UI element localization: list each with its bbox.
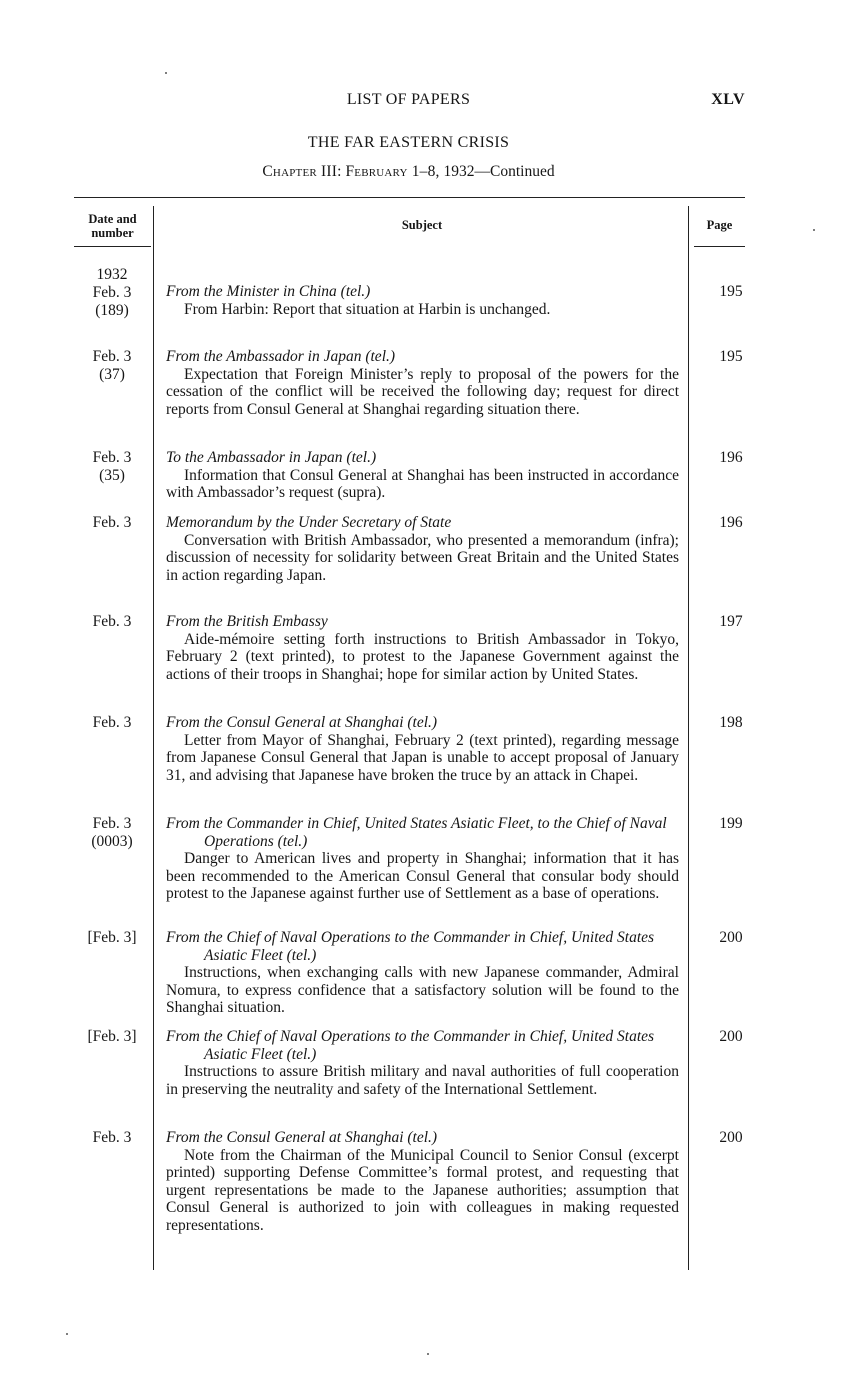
- entry-page: 199: [719, 815, 743, 832]
- entry-heading: From the British Embassy: [166, 613, 328, 630]
- entry-body: Danger to American lives and property in Shanghai; information that it has been recommended to the American Consul General that consular body should protest to the Japanese against further use of Settlement as a base of operations.: [166, 850, 679, 903]
- entry-subject: [166, 613, 679, 683]
- running-head: [0, 91, 857, 111]
- column-header-date: Date and number: [88, 212, 137, 240]
- date-line: (0003): [91, 833, 133, 850]
- column-divider-left: [153, 206, 154, 1270]
- chapter-prefix: Chapter III:: [262, 163, 342, 180]
- scan-speck: [66, 1333, 68, 1335]
- entry-body: Conversation with British Ambassador, who presented a memorandum (infra); discussion of necessity for solidarity between Great Britain and the United States in action regarding Japan.: [166, 531, 679, 584]
- entry-page: 197: [719, 613, 743, 630]
- entry-page: 200: [719, 929, 743, 946]
- date-line: Feb. 3: [92, 613, 132, 630]
- entry-heading: From the Minister in China (tel.): [166, 283, 371, 300]
- entry-heading: From the Consul General at Shanghai (tel.): [166, 714, 438, 731]
- page-number-roman: XLV: [711, 91, 745, 108]
- entry-date: [72, 929, 152, 947]
- entry-subject: [166, 514, 679, 584]
- entry-page: 198: [719, 714, 743, 731]
- entry-heading: Memorandum by the Under Secretary of State: [166, 514, 452, 531]
- entry-body: Information that Consul General at Shanghai has been instructed in accordance with Ambassador’s request (supra).: [166, 466, 679, 502]
- entry-date: [72, 514, 152, 532]
- date-line: Feb. 3: [92, 348, 132, 365]
- entry-heading: From the Chief of Naval Operations to the Commander in Chief, United States Asiatic Fleet (tel.): [166, 1028, 655, 1063]
- entry-subject: [166, 1129, 679, 1235]
- entry-page: 196: [719, 514, 743, 531]
- column-divider-right: [688, 206, 689, 1270]
- chapter-dates: February 1–8,: [345, 163, 440, 180]
- entry-date: [72, 266, 152, 320]
- scan-speck: [813, 229, 815, 231]
- entry-subject: [166, 929, 679, 1017]
- date-line: (189): [95, 302, 129, 319]
- entry-heading: From the Commander in Chief, United States Asiatic Fleet, to the Chief of Naval Operations (tel.): [166, 815, 667, 850]
- chapter-suffix: 1932—Continued: [443, 163, 555, 180]
- date-line: Feb. 3: [92, 514, 132, 531]
- date-line: [Feb. 3]: [87, 929, 137, 946]
- entry-page: 200: [719, 1028, 743, 1045]
- header-rule-date: [74, 246, 151, 247]
- entry-body: Note from the Chairman of the Municipal Council to Senior Consul (excerpt printed) supporting Defense Committee’s formal protest, and requesting that urgent representations be made to the Japanese authorities; assumption that Consul General is authorized to join with colleagues in making requested representations.: [166, 1146, 679, 1234]
- entry-date: [72, 348, 152, 384]
- entry-body: Letter from Mayor of Shanghai, February 2 (text printed), regarding message from Japanese Consul General that Japan is unable to accept proposal of January 31, and advising that Japanese have broken the truce by an attack in Chapei.: [166, 731, 679, 784]
- date-line: Feb. 3: [92, 1129, 132, 1146]
- entry-body: From Harbin: Report that situation at Harbin is unchanged.: [184, 300, 551, 318]
- column-header-subject: Subject: [401, 218, 443, 232]
- entry-date: [72, 613, 152, 631]
- date-line: Feb. 3: [92, 815, 132, 832]
- column-header-page: Page: [706, 218, 733, 232]
- entry-subject: [166, 815, 679, 903]
- entry-date: [72, 1028, 152, 1046]
- date-line: 1932: [96, 266, 128, 283]
- entry-body: Instructions to assure British military and naval authorities of full cooperation in preserving the neutrality and safety of the International Settlement.: [166, 1063, 679, 1098]
- entry-page: 195: [719, 283, 743, 300]
- date-line: (35): [99, 467, 125, 484]
- date-line: (37): [99, 366, 125, 383]
- entry-subject: [166, 283, 679, 318]
- chapter-title: [0, 163, 817, 181]
- scan-speck: [427, 1353, 429, 1355]
- entry-date: [72, 1129, 152, 1147]
- entry-subject: [166, 714, 679, 784]
- header-rule-page: [694, 246, 745, 247]
- date-line: Feb. 3: [92, 284, 132, 301]
- entry-subject: [166, 348, 679, 418]
- entry-subject: [166, 449, 679, 502]
- entry-body: Expectation that Foreign Minister’s reply to proposal of the powers for the cessation of the conflict will be received the following day; request for direct reports from Consul General at Shanghai regarding situation there.: [166, 365, 679, 418]
- entry-page: 195: [719, 348, 743, 365]
- entry-heading: From the Consul General at Shanghai (tel.): [166, 1129, 438, 1146]
- date-line: Feb. 3: [92, 449, 132, 466]
- entry-date: [72, 714, 152, 732]
- entry-subject: [166, 1028, 679, 1098]
- entry-body: Aide-mémoire setting forth instructions to British Ambassador in Tokyo, February 2 (text printed), to protest to the Japanese Government against the actions of their troops in Shanghai; hope for similar action by United States.: [166, 630, 679, 683]
- entry-heading: From the Chief of Naval Operations to the Commander in Chief, United States Asiatic Fleet (tel.): [166, 929, 655, 964]
- entry-heading: From the Ambassador in Japan (tel.): [166, 348, 396, 365]
- scan-speck: [165, 72, 167, 74]
- table-top-rule: [74, 197, 745, 198]
- section-title: THE FAR EASTERN CRISIS: [307, 134, 510, 151]
- entry-date: [72, 815, 152, 851]
- date-line: [Feb. 3]: [87, 1028, 137, 1045]
- running-title: LIST OF PAPERS: [346, 91, 471, 108]
- date-line: Feb. 3: [92, 714, 132, 731]
- entry-heading: To the Ambassador in Japan (tel.): [166, 449, 377, 466]
- entry-date: [72, 449, 152, 485]
- entry-page: 200: [719, 1129, 743, 1146]
- entry-body: Instructions, when exchanging calls with new Japanese commander, Admiral Nomura, to express confidence that a satisfactory solution will be found to the Shanghai situation.: [166, 964, 679, 1017]
- entry-page: 196: [719, 449, 743, 466]
